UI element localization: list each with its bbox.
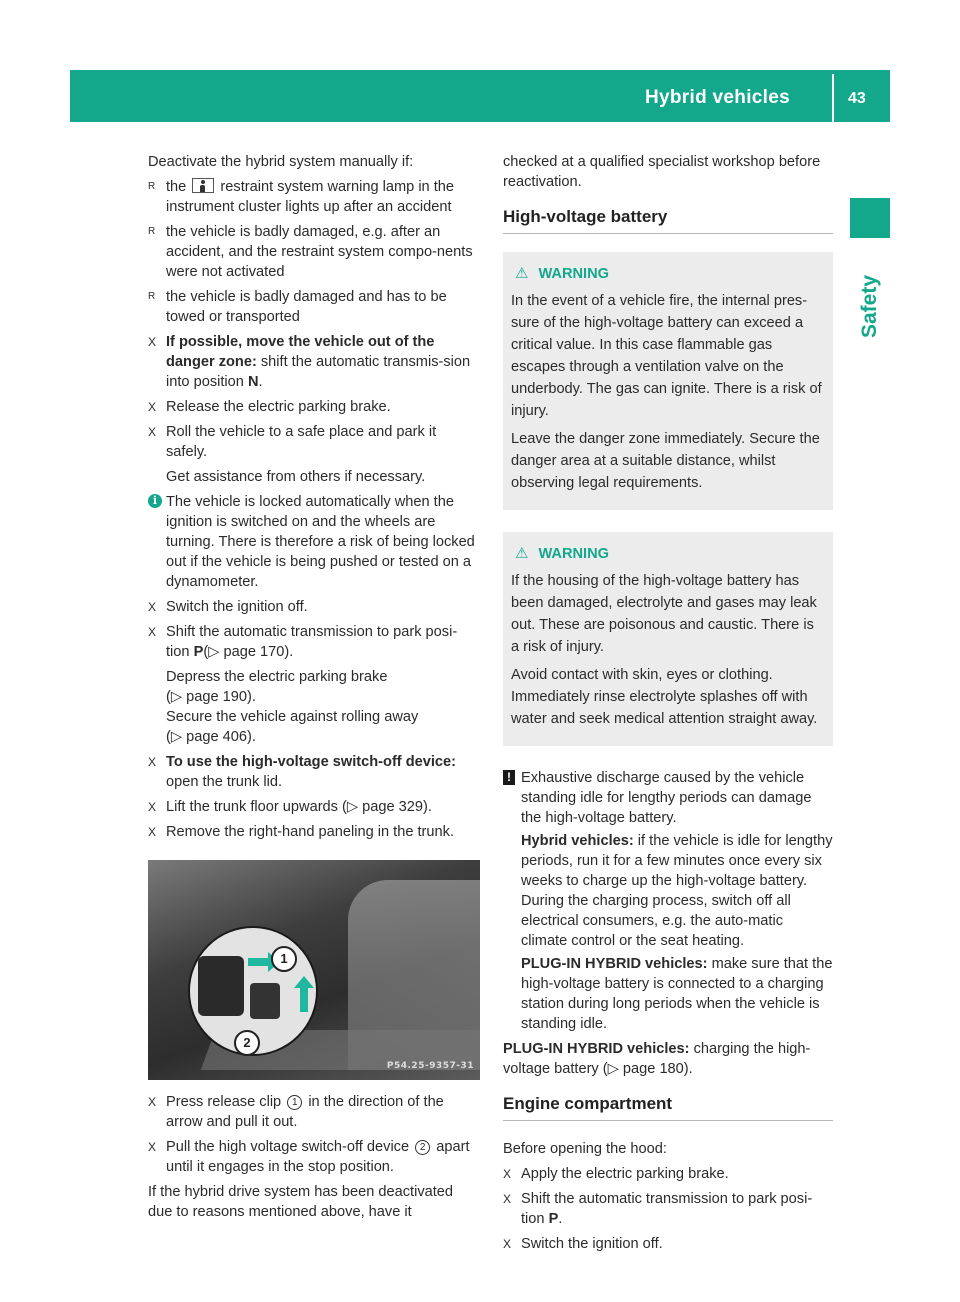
arrow-right-icon: [248, 958, 270, 966]
warning-title: ⚠ WARNING: [515, 265, 609, 282]
step-item: X To use the high-voltage switch-off device: open the trunk lid.: [148, 754, 457, 790]
step-arrow-icon: X: [503, 1167, 512, 1181]
info-icon: i: [148, 494, 162, 508]
step-item: X Release the electric parking brake.: [148, 399, 391, 415]
section-heading-high-voltage-battery: High-voltage battery: [503, 206, 833, 234]
header-separator: [832, 74, 834, 122]
step-item: X Apply the electric parking brake.: [503, 1166, 729, 1182]
step-item: X Lift the trunk floor upwards (▷ page 329).: [148, 799, 432, 815]
section-tab-label: Safety: [858, 274, 881, 338]
info-note: i The vehicle is locked automatically when the ignition is switched on and the wheels are turning. There is therefore a risk of being locked out if the vehicle is being pushed or tested on a dynamometer.: [148, 492, 480, 592]
step-item: X Switch the ignition off.: [503, 1236, 663, 1252]
step-arrow-icon: X: [148, 335, 157, 349]
caution-exclamation-icon: !: [503, 770, 515, 785]
page-reference-link[interactable]: (▷ page 190).: [166, 689, 256, 705]
continuation-text: checked at a qualified specialist workshop before reactivation.: [503, 154, 821, 190]
warning-triangle-icon: ⚠: [515, 545, 529, 562]
step-arrow-icon: X: [148, 625, 157, 639]
step-item: X Press release clip 1 in the direction of the arrow and pull it out.: [148, 1094, 444, 1130]
callout-2: 2: [234, 1030, 260, 1056]
before-hood-text: Before opening the hood:: [503, 1141, 667, 1157]
callout-1: 1: [271, 946, 297, 972]
outro-text: If the hybrid drive system has been deactivated due to reasons mentioned above, have it: [148, 1184, 454, 1220]
step-subtext: Depress the electric parking brake (▷ page 190). Secure the vehicle against rolling away (▷ page 406).: [148, 667, 480, 747]
switch-off-device-shape: [250, 983, 280, 1019]
step-arrow-icon: X: [148, 1140, 157, 1154]
connector-block: [198, 956, 244, 1016]
step-item: X Switch the ignition off.: [148, 599, 308, 615]
step-item: X Shift the automatic transmission to park posi-tion P.: [503, 1191, 813, 1227]
page-reference-link[interactable]: (▷ page 406).: [166, 729, 256, 745]
step-subtext: Get assistance from others if necessary.: [166, 469, 426, 485]
trunk-switch-off-device-figure: [148, 860, 480, 1080]
step-arrow-icon: X: [503, 1192, 512, 1206]
bullet-icon: R: [148, 226, 156, 237]
right-column: [503, 152, 833, 1259]
page-reference-link[interactable]: (▷ page 170).: [203, 644, 294, 660]
restraint-system-warning-lamp-icon: [192, 178, 214, 193]
step-arrow-icon: X: [148, 400, 157, 414]
section-tab-marker: [850, 198, 890, 238]
warning-box: ⚠ WARNING If the housing of the high-voltage battery has been damaged, electrolyte and gases may leak out. These are poisonous and caustic. There is a risk of injury. Avoid contact with skin, eyes or clothing. Immediately rinse electrolyte splashes off with water and seek medical attention straight away.: [503, 532, 833, 746]
step-item: X Shift the automatic transmission to park posi-tion P(▷ page 170).: [148, 624, 458, 660]
bullet-icon: R: [148, 181, 156, 192]
bullet-icon: R: [148, 291, 156, 302]
step-item: X Remove the right-hand paneling in the trunk.: [148, 824, 454, 840]
step-arrow-icon: X: [148, 755, 157, 769]
plugin-charging-text: PLUG-IN HYBRID vehicles: charging the high-voltage battery (▷ page 180).: [503, 1041, 811, 1077]
step-arrow-icon: X: [503, 1237, 512, 1251]
step-arrow-icon: X: [148, 1095, 157, 1109]
warning-box: ⚠ WARNING In the event of a vehicle fire, the internal pres-sure of the high-voltage battery can exceed a critical value. In this case flammable gas escapes through a ventilation valve on the underbody. The gas can ignite. There is a risk of injury. Leave the danger zone immediately. Secure the danger area at a suitable distance, whilst observing legal requirements.: [503, 252, 833, 510]
step-arrow-icon: X: [148, 825, 157, 839]
page-number: 43: [848, 90, 866, 107]
list-item: R the vehicle is badly damaged, e.g. after an accident, and the restraint system compo-nents were not activated: [148, 224, 473, 280]
step-arrow-icon: X: [148, 425, 157, 439]
step-arrow-icon: X: [148, 800, 157, 814]
step-item: X If possible, move the vehicle out of the danger zone: shift the automatic transmis-sion into position N.: [148, 334, 471, 390]
warning-triangle-icon: ⚠: [515, 265, 529, 282]
step-item: X Roll the vehicle to a safe place and park it safely.: [148, 424, 437, 460]
callout-number-icon: 2: [415, 1140, 430, 1155]
caution-note: ! Exhaustive discharge caused by the vehicle standing idle for lengthy periods can damage the high-voltage battery. Hybrid vehicles: if the vehicle is idle for lengthy periods, run it for a few minutes once every six weeks to charge up the high-voltage battery. During the charging process, switch off all electrical consumers, e.g. the auto-matic climate control or the seat heating. PLUG-IN HYBRID vehicles: make sure that the high-voltage battery is connected to a charging station during long periods when the vehicle is standing idle.: [503, 768, 833, 1034]
figure-code: P54.25-9357-31: [386, 1061, 474, 1071]
list-item: R the restraint system warning lamp in the instrument cluster lights up after an accident: [148, 179, 455, 215]
list-item: R the vehicle is badly damaged and has to be towed or transported: [148, 289, 447, 325]
page-header-title: Hybrid vehicles: [645, 87, 790, 108]
warning-title: ⚠ WARNING: [515, 545, 609, 562]
intro-text: Deactivate the hybrid system manually if:: [148, 154, 414, 170]
step-arrow-icon: X: [148, 600, 157, 614]
callout-number-icon: 1: [287, 1095, 302, 1110]
section-heading-engine-compartment: Engine compartment: [503, 1093, 833, 1121]
step-item: X Pull the high voltage switch-off device 2 apart until it engages in the stop position.: [148, 1139, 470, 1175]
arrow-up-icon: [300, 988, 308, 1012]
left-column: [148, 152, 480, 1227]
